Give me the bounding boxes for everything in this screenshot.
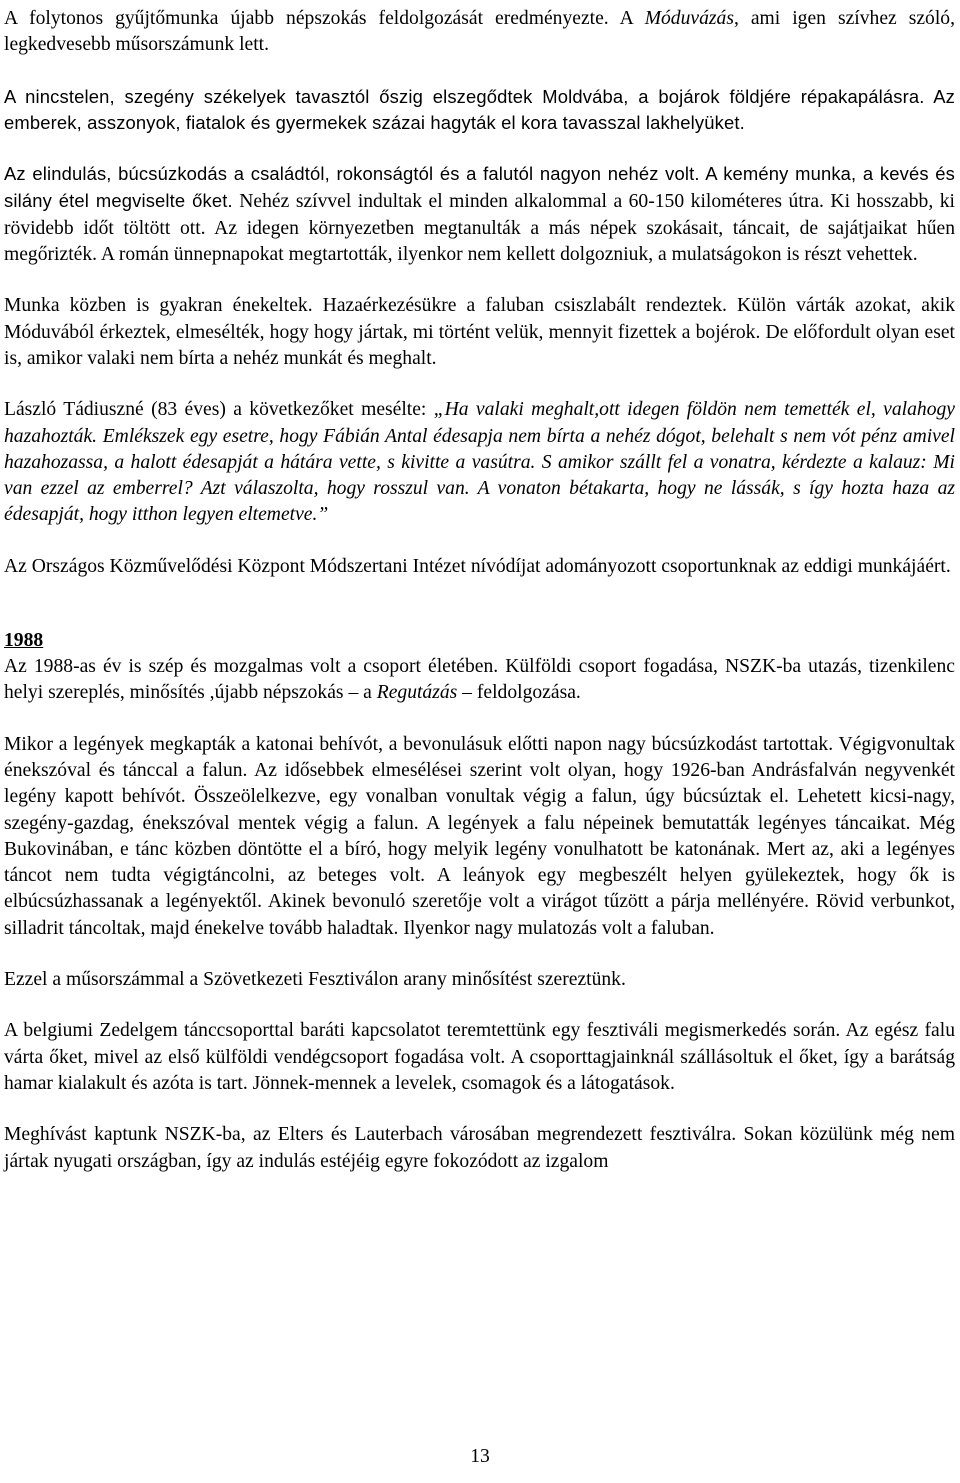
paragraph-3-text-b: Nehéz szívvel indultak el minden alkalommal a 60-150 kilométeres útra. Ki hosszabb, ki rövidebb időt töltött ott. Az idegen környezetben megtanulták a más népek szokásait, táncait, de sajátjaikat hűen megőrizték. A román ünnepnapokat megtartották, ilyenkor nem kellett dolgozniuk, a mulatságokon is részt vehettek. (4, 191, 955, 266)
page-number: 13 (470, 1446, 490, 1467)
paragraph-1-text-a: A folytonos gyűjtőmunka újabb népszokás feldolgozását eredményezte. A (4, 8, 645, 29)
paragraph-2: A nincstelen, szegény székelyek tavasztól őszig elszegődtek Moldvába, a bojárok földjére répakapálásra. Az emberek, asszonyok, fiatalok és gyermekek százai hagyták el kora tavasszal lakhelyüket. (4, 85, 955, 133)
paragraph-5 (4, 397, 955, 528)
paragraph-7-text-a: Az 1988-as év is szép és mozgalmas volt a csoport életében. Külföldi csoport fogadása, NSZK-ba utazás, tizenkilenc helyi szereplés, minősítés ,újabb népszokás – a (4, 656, 955, 704)
year-heading: 1988 (4, 630, 44, 652)
paragraph-1 (4, 6, 955, 59)
paragraph-10: A belgiumi Zedelgem tánccsoporttal baráti kapcsolatot teremtettünk egy fesztiváli megismerkedés során. Az egész falu várta őket, mivel az első külföldi vendégcsoport fogadása volt. A csoporttagjainknál szállásoltuk el őket, így a barátság hamar kialakult és azóta is tart. Jönnek-mennek a levelek, csomagok és a látogatások. (4, 1020, 955, 1094)
paragraph-8: Mikor a legények megkapták a katonai behívót, a bevonulásuk előtti napon nagy búcsúzkodást tartottak. Végigvonultak énekszóval és tánccal a falun. Az idősebbek elmesélései szerint volt olyan, hogy 1926-ban Andrásfalván negyvenkét legény kapott behívót. Összeölelkezve, egy vonalban vonultak végig a falun, úgy búcsúztak el. Lehetett kicsi-nagy, szegény-gazdag, énekszóval mentek végig a falun. A legények a falu népeinek bemutatták legényes táncaikat. Még Bukovinában, e tánc közben döntötte el a bíró, hogy melyik legény vonulhatott be katonának. Mert az, aki a legényes táncot nem tudta végigtáncolni, az beteges volt. A leányok egy megbeszélt helyen gyülekeztek, hogy ők is elbúcsúzhassanak a legényektől. Akinek bevonuló szeretője volt a virágot tűzött a párja mellényére. Rövid verbunkot, silladrit táncoltak, majd énekelve tovább haladtak. Ilyenkor nagy mulatozás volt a faluban. (4, 733, 955, 939)
paragraph-7-title-regutazas: Regutázás (376, 682, 458, 704)
paragraph-7-text-c: – feldolgozása. (457, 682, 581, 704)
paragraph-7 (4, 654, 955, 707)
paragraph-9: Ezzel a műsorszámmal a Szövetkezeti Fesztiválon arany minősítést szereztünk. (4, 969, 626, 991)
paragraph-3-text-a: Az elindulás, búcsúzkodás a családtól, rokonságtól és a falutól nagyon nehéz volt. A kemény munka, a kevés és silány étel megviselte őket. (4, 163, 955, 212)
paragraph-1-title-moduvazas: Móduvázás (644, 8, 734, 29)
paragraph-5-quote: „Ha valaki meghalt,ott idegen földön nem temették el, valahogy hazahozták. Emlékszek egy esetre, hogy Fábián Antal édesapja nem bírta a nehéz dógot, belehalt s nem vót pénz amivel hazahozassa, a halott édesapját a hátára vette, s kivitte a vasútra. S amikor szállt fel a vonatra, kérdezte a kalauz: Mi van ezzel az emberrel? Azt válaszolta, hogy rosszul van. A vonaton bétakarta, hogy ne lássák, s így hozta haza az édesapját, hogy itthon legyen eltemetve.” (4, 399, 955, 526)
paragraph-5-text-a: László Tádiuszné (83 éves) a következőket mesélte: (4, 399, 434, 421)
paragraph-3 (4, 161, 955, 268)
paragraph-4: Munka közben is gyakran énekeltek. Hazaérkezésükre a faluban csiszlabált rendeztek. Külön várták azokat, akik Móduvából érkeztek, elmesélték, hogy hogy jártak, mi történt velük, mennyit fizettek a bojérok. De előfordult olyan eset is, amikor valaki nem bírta a nehéz munkát és meghalt. (4, 295, 955, 369)
paragraph-11: Meghívást kaptunk NSZK-ba, az Elters és Lauterbach városában megrendezett fesztiválra. Sokan közülünk még nem jártak nyugati országban, így az indulás estéjéig egyre fokozódott az izgalom (4, 1124, 955, 1172)
paragraph-1-text-c: , ami igen szívhez szóló, legkedvesebb műsorszámunk lett. (4, 8, 955, 56)
paragraph-6: Az Országos Közművelődési Központ Módszertani Intézet nívódíjat adományozott csoportunknak az eddigi munkájáért. (4, 555, 951, 577)
